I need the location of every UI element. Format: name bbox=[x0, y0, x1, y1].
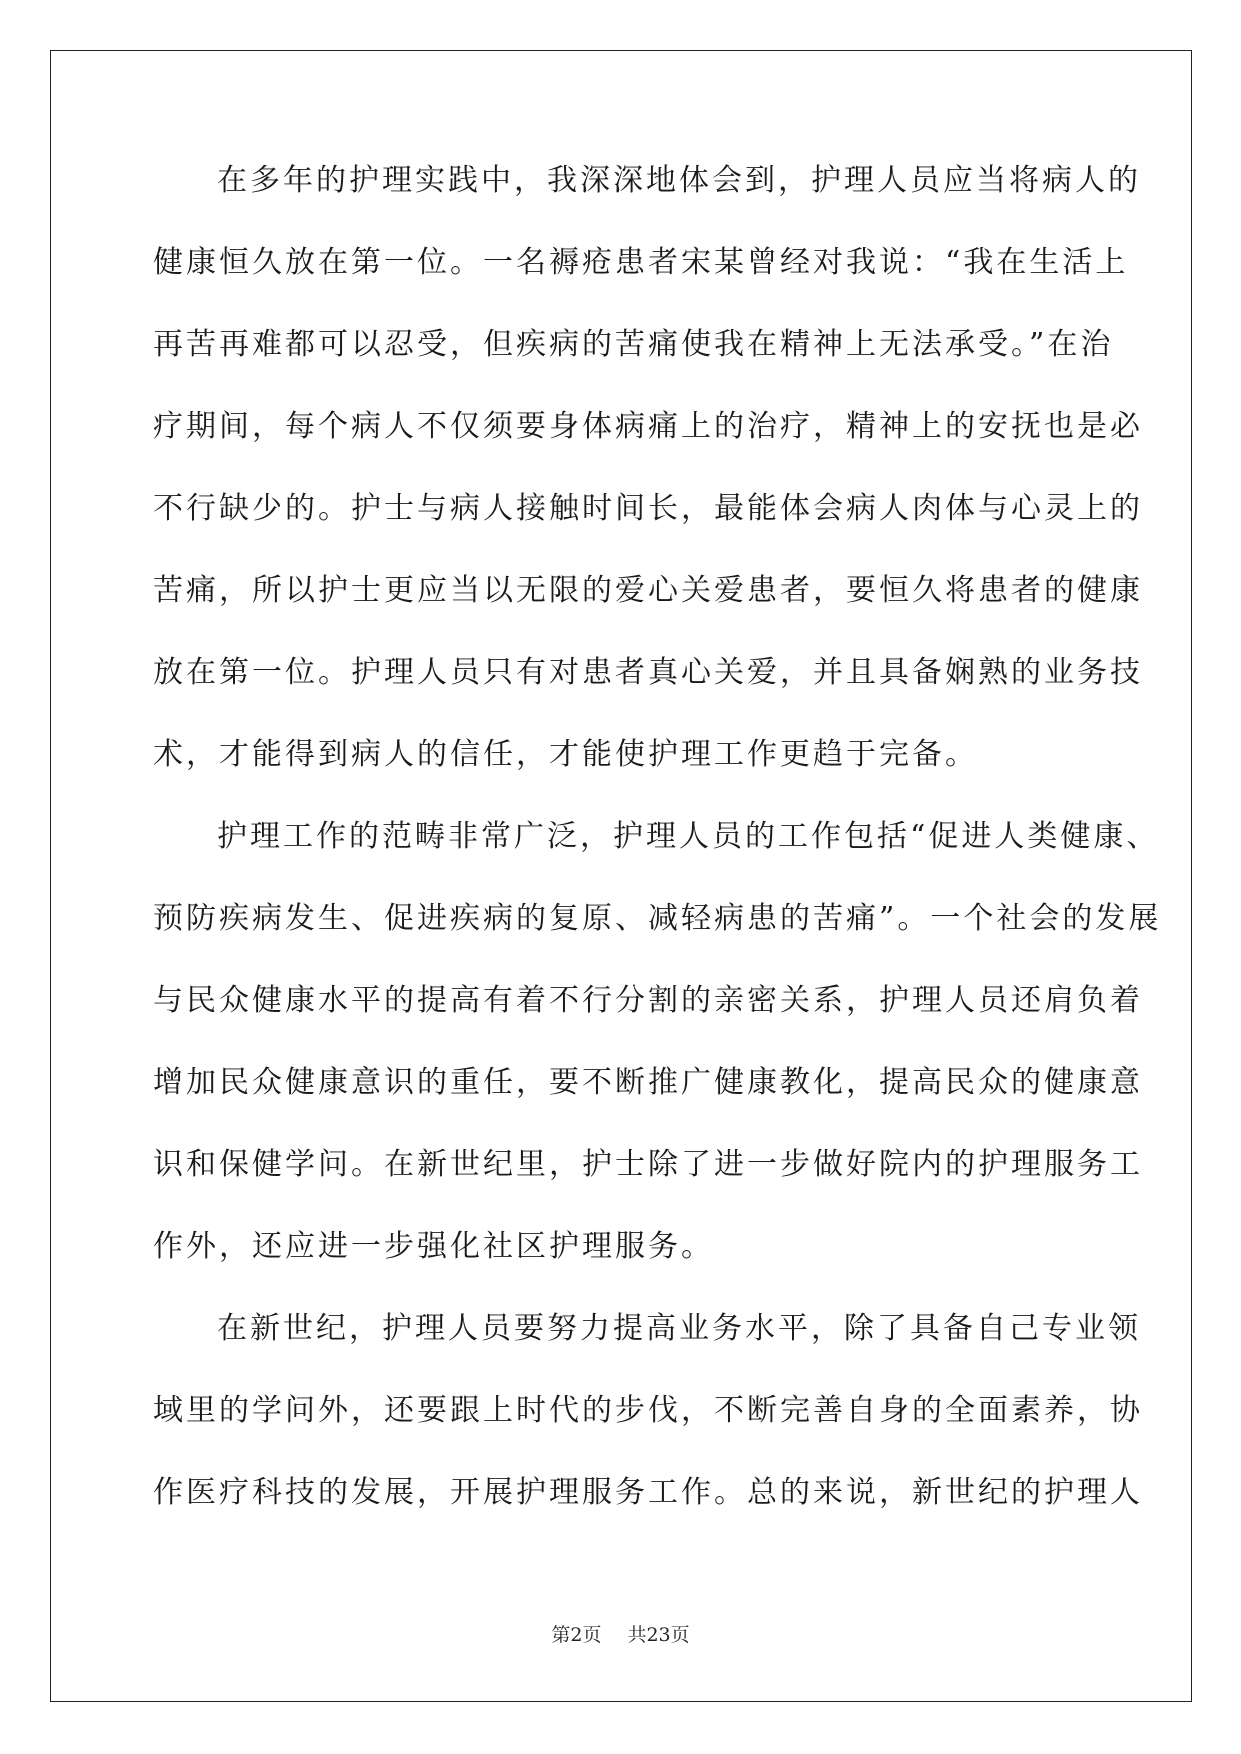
paragraph-1-line-1: 在多年的护理实践中，我深深地体会到，护理人员应当将病人的 bbox=[217, 163, 1141, 198]
paragraph-2-line-4: 增加民众健康意识的重任，要不断推广健康教化，提高民众的健康意 bbox=[153, 1065, 1143, 1100]
paragraph-1-line-4: 疗期间，每个病人不仅须要身体病痛上的治疗，精神上的安抚也是必 bbox=[153, 409, 1143, 444]
document-body bbox=[153, 155, 1162, 1549]
paragraph-3-line-3: 作医疗科技的发展，开展护理服务工作。总的来说，新世纪的护理人 bbox=[153, 1475, 1143, 1510]
paragraph-2-line-2: 预防疾病发生、促进疾病的复原、减轻病患的苦痛”。一个社会的发展 bbox=[153, 901, 1162, 936]
paragraph-3-line-1: 在新世纪，护理人员要努力提高业务水平，除了具备自己专业领 bbox=[217, 1311, 1141, 1346]
paragraph-1-line-5: 不行缺少的。护士与病人接触时间长，最能体会病人肉体与心灵上的 bbox=[153, 491, 1143, 526]
paragraph-2-line-3: 与民众健康水平的提高有着不行分割的亲密关系，护理人员还肩负着 bbox=[153, 983, 1143, 1018]
current-page-number: 第2页 bbox=[551, 1624, 602, 1646]
paragraph-2-line-6: 作外，还应进一步强化社区护理服务。 bbox=[153, 1229, 714, 1264]
paragraph-3-line-2: 域里的学问外，还要跟上时代的步伐，不断完善自身的全面素养，协 bbox=[153, 1393, 1143, 1428]
page-footer bbox=[0, 1622, 1241, 1648]
paragraph-1-line-3: 再苦再难都可以忍受，但疾病的苦痛使我在精神上无法承受。”在治 bbox=[153, 327, 1114, 362]
paragraph-1-line-6: 苦痛，所以护士更应当以无限的爱心关爱患者，要恒久将患者的健康 bbox=[153, 573, 1143, 608]
paragraph-2-line-1: 护理工作的范畴非常广泛，护理人员的工作包括“促进人类健康、 bbox=[217, 819, 1160, 854]
paragraph-2-line-5: 识和保健学问。在新世纪里，护士除了进一步做好院内的护理服务工 bbox=[153, 1147, 1143, 1182]
total-page-count: 共23页 bbox=[627, 1624, 690, 1646]
paragraph-1-line-7: 放在第一位。护理人员只有对患者真心关爱，并且具备娴熟的业务技 bbox=[153, 655, 1143, 690]
paragraph-1-line-8: 术，才能得到病人的信任，才能使护理工作更趋于完备。 bbox=[153, 737, 978, 772]
paragraph-1-line-2: 健康恒久放在第一位。一名褥疮患者宋某曾经对我说：“我在生活上 bbox=[153, 245, 1129, 280]
